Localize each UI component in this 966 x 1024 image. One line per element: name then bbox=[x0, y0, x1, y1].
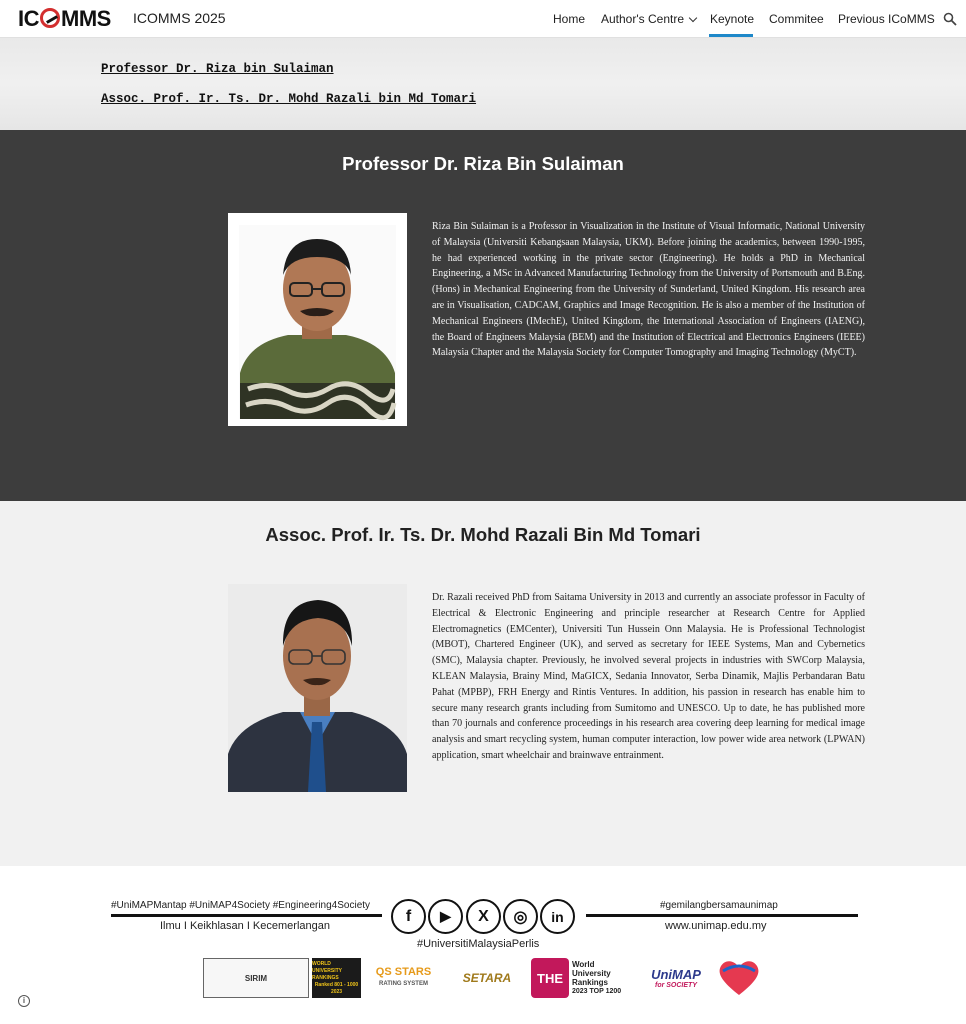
footer-banner bbox=[0, 866, 966, 1024]
speaker-bio: Riza Bin Sulaiman is a Professor in Visualization in the Institute of Visual Informatic, National University of Malaysia (Universiti Kebangsaan Malaysia, UKM). Before joining the academics, between 1990-1995, he had experienced working in the private sector (Engineering). He holds a PhD in Mechanical Engineering, a MSc in Advanced Manufacturing Technology from the University of Portsmouth and B.Eng. (Hons) in Mechanical Engineering from the University of Sunderland, United Kingdom. His research area are in Visualisation, CADCAM, Graphics and Image Recognition. He is also a member of the Institution of Mechanical Engineers (IMechE), United Kingdom, the International Association of Engineers (IAENG), the Board of Engineers Malaysia (BEM) and the Institution of Electrical and Electronics Engineers (IEEE) Malaysia Chapter and the Malaysia Society for Computer Tomography and Imaging Technology (MyCT). bbox=[432, 221, 865, 359]
speaker-section-razali bbox=[0, 501, 966, 866]
youtube-icon[interactable]: ▶ bbox=[428, 899, 463, 934]
portrait-image bbox=[228, 584, 407, 792]
world-university-rankings-subtitle: 2023 TOP 1200 bbox=[572, 988, 622, 995]
speaker-links-banner bbox=[0, 38, 966, 130]
speaker-name-heading: Assoc. Prof. Ir. Ts. Dr. Mohd Razali Bin Md Tomari bbox=[265, 524, 701, 545]
link-riza-sulaiman[interactable]: Professor Dr. Riza bin Sulaiman bbox=[101, 62, 334, 76]
footer-motto: Ilmu I Keikhlasan I Kecemerlangan bbox=[160, 920, 330, 932]
heart-icon bbox=[717, 959, 761, 997]
world-ranking-badge-year: 2023 bbox=[330, 988, 343, 995]
link-razali-tomari[interactable]: Assoc. Prof. Ir. Ts. Dr. Mohd Razali bin Md Tomari bbox=[101, 92, 477, 106]
speaker-bio: Dr. Razali received PhD from Saitama University in 2013 and currently an associate professor in Faculty of Electrical & Electronic Engineering and principle researcher at Research Centre for Applied Electromagnetics (EMCenter), Universiti Tun Hussein Onn Malaysia. He is Professional Technologist (MBOT), Chartered Engineer (UK), and served as secretary for IEEE Systems, Man and Cybernetics (SMC), Malaysia chapter. Previously, he involved several projects in industries with SWCorp Malaysia, KLEAN Malaysia, Brainy Mind, MaGICX, Sedania Innovator, Serba Dinamik, Majlis Perbandaran Batu Pahat (MPBP), FRH Energy and Rintis Ventures. In addition, his passion in research has enable him to secure many research grants including from Sumitomo and UNESCO. Up to date, he has published more than 70 journals and conference proceedings in his research area covering deep learning for medical image analysis and smart recycling system, human computer interaction, low power wide area network (LPWAN) application, smart wheelchair and brainwave entrainment. bbox=[432, 592, 865, 761]
world-ranking-badge bbox=[312, 958, 361, 998]
nav-authors-centre[interactable] bbox=[601, 12, 696, 26]
unimap-for-society-logo bbox=[637, 958, 715, 998]
unimap-for-society-subtitle: for SOCIETY bbox=[654, 982, 697, 989]
world-ranking-badge-range: Ranked 801 - 1000 bbox=[314, 981, 359, 988]
heart-logo bbox=[716, 958, 762, 998]
nav-commitee[interactable]: Commitee bbox=[769, 12, 824, 26]
site-logo[interactable] bbox=[18, 7, 111, 31]
world-university-rankings-title: World University Rankings bbox=[572, 960, 611, 987]
world-university-rankings-text bbox=[572, 958, 634, 998]
speaker-photo-riza bbox=[228, 213, 407, 426]
instagram-icon[interactable]: ◎ bbox=[503, 899, 538, 934]
qs-stars-badge-subtitle: RATING SYSTEM bbox=[379, 981, 428, 987]
footer-website[interactable]: www.unimap.edu.my bbox=[665, 920, 767, 932]
footer-hashtag-right: #gemilangbersamaunimap bbox=[660, 900, 778, 911]
footer-divider-left bbox=[111, 914, 382, 917]
speaker-section-riza bbox=[0, 130, 966, 501]
nav-keynote[interactable]: Keynote bbox=[710, 12, 755, 26]
qs-stars-badge-title: QS STARS bbox=[375, 966, 432, 978]
world-ranking-badge-title: WORLD UNIVERSITY RANKINGS bbox=[312, 960, 342, 981]
sirim-certification-badge: SIRIM bbox=[203, 958, 309, 998]
icomms-logo-mark: IC MMS bbox=[18, 6, 111, 31]
speaker-photo-razali bbox=[228, 584, 407, 792]
footer-hashtag-center: #UniversitiMalaysiaPerlis bbox=[417, 938, 540, 950]
search-icon[interactable] bbox=[943, 12, 957, 26]
setara-badge: SETARA bbox=[462, 971, 512, 985]
site-title[interactable]: ICOMMS 2025 bbox=[133, 10, 226, 26]
footer-hashtags: #UniMAPMantap #UniMAP4Society #Engineering4Society bbox=[111, 900, 371, 911]
portrait-image bbox=[228, 213, 407, 426]
chevron-down-icon[interactable] bbox=[689, 14, 697, 22]
linkedin-icon[interactable]: in bbox=[540, 899, 575, 934]
footer-divider-right bbox=[586, 914, 858, 917]
nav-authors-centre-label: Author's Centre bbox=[601, 12, 684, 26]
nav-home[interactable]: Home bbox=[553, 12, 586, 26]
qs-stars-badge bbox=[365, 958, 442, 998]
the-rankings-logo: THE bbox=[531, 958, 569, 998]
nav-previous-icomms[interactable]: Previous ICoMMS bbox=[838, 12, 935, 26]
speaker-name-heading: Professor Dr. Riza Bin Sulaiman bbox=[342, 153, 624, 174]
facebook-icon[interactable]: f bbox=[391, 899, 426, 934]
top-navigation-bar bbox=[0, 0, 966, 38]
active-tab-indicator bbox=[709, 34, 753, 37]
x-twitter-icon[interactable]: X bbox=[466, 899, 501, 934]
unimap-for-society-title: UniMAP bbox=[651, 967, 701, 982]
info-icon[interactable]: i bbox=[18, 995, 30, 1007]
